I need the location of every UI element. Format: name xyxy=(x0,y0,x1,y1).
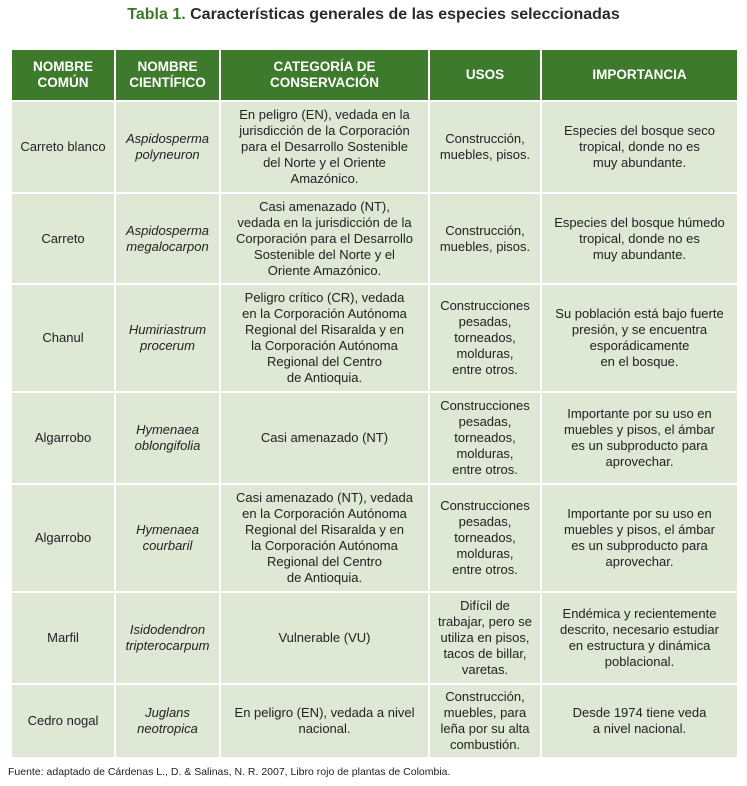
cell-cientifico: Aspidosperma megalocarpon xyxy=(115,193,220,284)
cell-importancia: Importante por su uso en muebles y pisos, el ámbar es un subproducto para aprovechar. xyxy=(541,484,738,592)
cell-usos: Construcción, muebles, pisos. xyxy=(429,193,541,284)
cell-categoria: Casi amenazado (NT) xyxy=(220,392,429,484)
cell-cientifico: Hymenaea courbaril xyxy=(115,484,220,592)
cell-cientifico: Humiriastrum procerum xyxy=(115,284,220,392)
cell-comun: Carreto xyxy=(11,193,115,284)
cell-comun: Algarrobo xyxy=(11,484,115,592)
cell-usos: Construcción, muebles, pisos. xyxy=(429,101,541,193)
header-nombre-cientifico: NOMBRE CIENTÍFICO xyxy=(115,49,220,101)
cell-importancia: Especies del bosque húmedo tropical, donde no es muy abundante. xyxy=(541,193,738,284)
cell-cientifico: Juglans neotropica xyxy=(115,684,220,758)
cell-cientifico: Hymenaea oblongifolia xyxy=(115,392,220,484)
cell-usos: Construcción, muebles, para leña por su alta combustión. xyxy=(429,684,541,758)
cell-importancia: Su población está bajo fuerte presión, y se encuentra esporádicamente en el bosque. xyxy=(541,284,738,392)
table-row xyxy=(11,392,738,484)
table-row xyxy=(11,592,738,684)
cell-categoria: Casi amenazado (NT), vedada en la Corporación Autónoma Regional del Risaralda y en la Corporación Autónoma Regional del Centro de Antioquia. xyxy=(220,484,429,592)
cell-comun: Cedro nogal xyxy=(11,684,115,758)
cell-usos: Difícil de trabajar, pero se utiliza en pisos, tacos de billar, varetas. xyxy=(429,592,541,684)
table-row xyxy=(11,193,738,284)
cell-categoria: En peligro (EN), vedada a nivel nacional. xyxy=(220,684,429,758)
header-nombre-comun: NOMBRE COMÚN xyxy=(11,49,115,101)
cell-usos: Construcciones pesadas, torneados, molduras, entre otros. xyxy=(429,284,541,392)
cell-comun: Algarrobo xyxy=(11,392,115,484)
header-row xyxy=(11,49,738,101)
table-row xyxy=(11,684,738,758)
source-note: Fuente: adaptado de Cárdenas L., D. & Salinas, N. R. 2007, Libro rojo de plantas de Colombia. xyxy=(8,766,451,778)
cell-categoria: En peligro (EN), vedada en la jurisdicción de la Corporación para el Desarrollo Sostenible del Norte y el Oriente Amazónico. xyxy=(220,101,429,193)
table-row xyxy=(11,284,738,392)
table-caption: Características generales de las especies seleccionadas xyxy=(190,6,620,23)
cell-usos: Construcciones pesadas, torneados, molduras, entre otros. xyxy=(429,484,541,592)
cell-cientifico: Aspidosperma polyneuron xyxy=(115,101,220,193)
cell-categoria: Casi amenazado (NT), vedada en la jurisdicción de la Corporación para el Desarrollo Sostenible del Norte y el Oriente Amazónico. xyxy=(220,193,429,284)
cell-cientifico: Isidodendron tripterocarpum xyxy=(115,592,220,684)
table-title xyxy=(0,6,747,24)
cell-importancia: Importante por su uso en muebles y pisos, el ámbar es un subproducto para aprovechar. xyxy=(541,392,738,484)
cell-comun: Chanul xyxy=(11,284,115,392)
cell-categoria: Vulnerable (VU) xyxy=(220,592,429,684)
header-usos: USOS xyxy=(429,49,541,101)
species-table xyxy=(10,48,739,759)
cell-importancia: Desde 1974 tiene veda a nivel nacional. xyxy=(541,684,738,758)
cell-comun: Carreto blanco xyxy=(11,101,115,193)
table-row xyxy=(11,101,738,193)
table-row xyxy=(11,484,738,592)
header-importancia: IMPORTANCIA xyxy=(541,49,738,101)
cell-comun: Marfil xyxy=(11,592,115,684)
cell-categoria: Peligro crítico (CR), vedada en la Corporación Autónoma Regional del Risaralda y en la Corporación Autónoma Regional del Centro de Antioquia. xyxy=(220,284,429,392)
cell-importancia: Especies del bosque seco tropical, donde no es muy abundante. xyxy=(541,101,738,193)
cell-usos: Construcciones pesadas, torneados, molduras, entre otros. xyxy=(429,392,541,484)
header-categoria: CATEGORÍA DE CONSERVACIÓN xyxy=(220,49,429,101)
table-label: Tabla 1. xyxy=(127,6,186,23)
cell-importancia: Endémica y recientemente descrito, necesario estudiar en estructura y dinámica poblacional. xyxy=(541,592,738,684)
